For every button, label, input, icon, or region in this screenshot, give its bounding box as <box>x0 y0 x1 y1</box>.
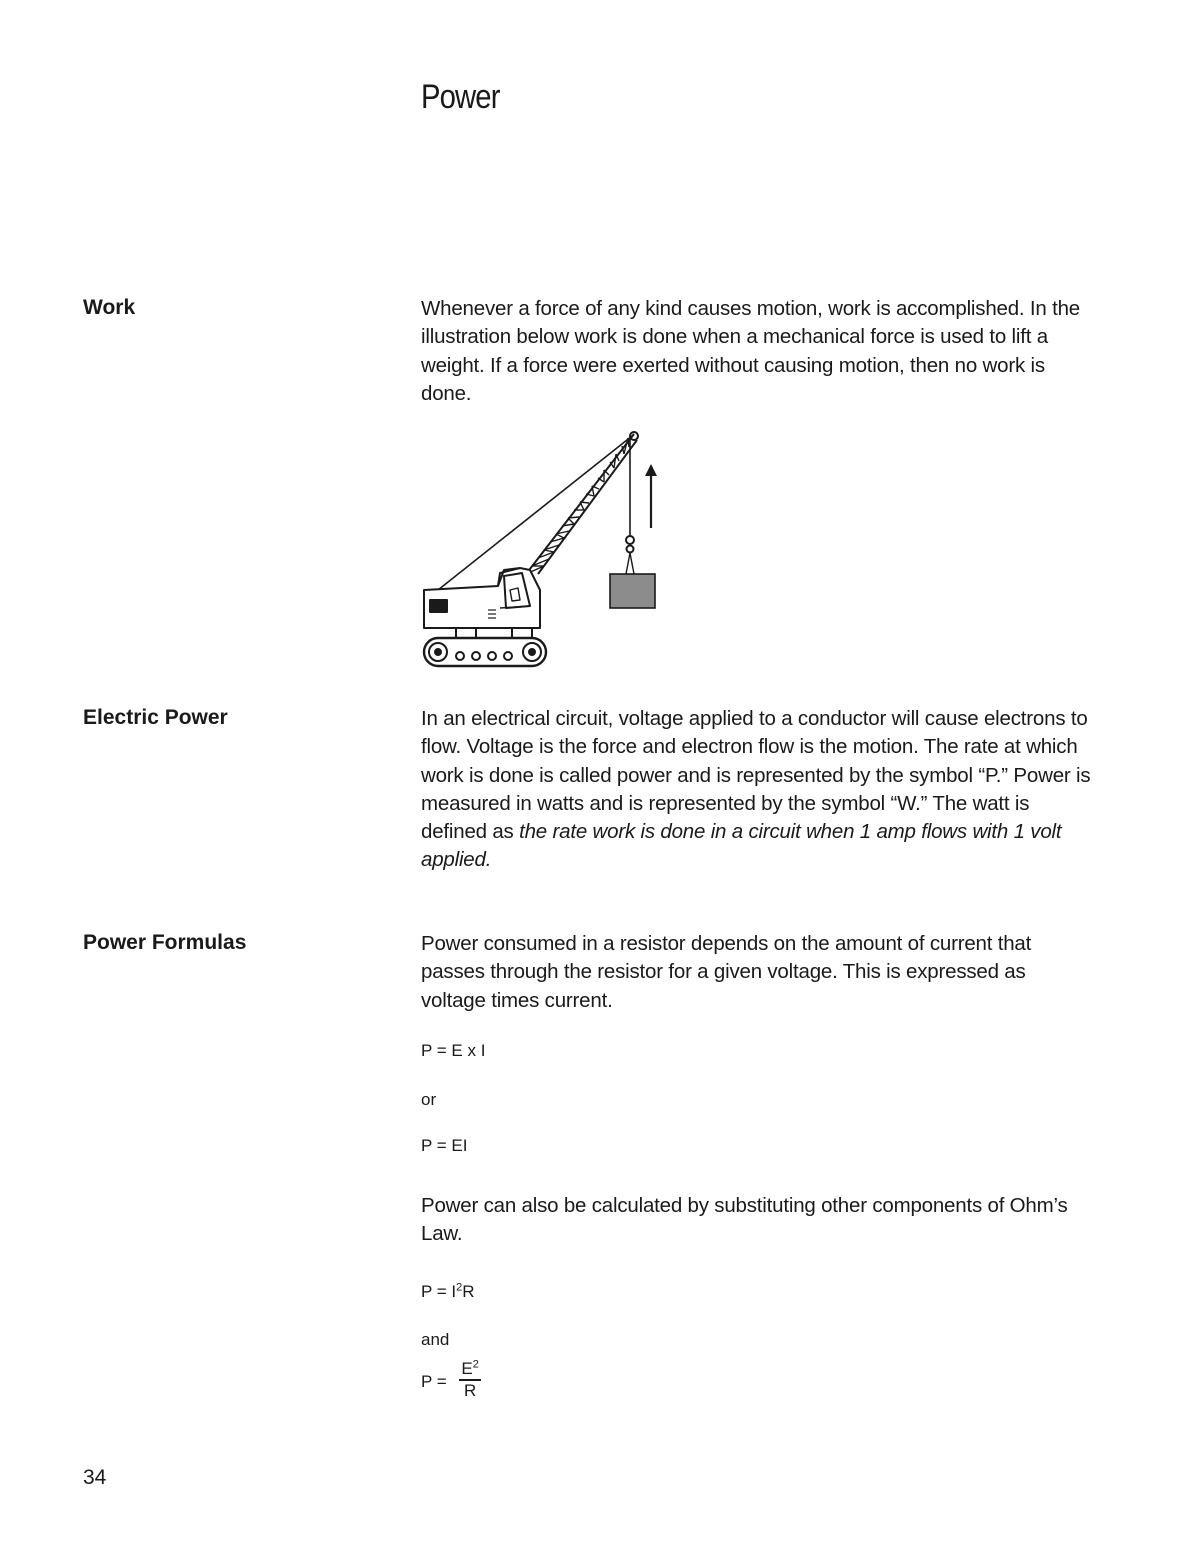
formula-or: or <box>421 1090 437 1109</box>
formula-p-equals-e-squared-over-r: P = $\frac{E^2}{R}$ <box>421 1358 479 1400</box>
fraction: $\frac{E^2}{R}$ <box>461 1358 479 1400</box>
electric-power-paragraph <box>421 705 1091 875</box>
undercarriage <box>456 628 532 638</box>
power-formulas-paragraph: Power consumed in a resistor depends on the amount of current that passes through the resistor for a given voltage. This is expressed as voltage times current. <box>421 932 1032 1012</box>
arrow-up-icon <box>645 464 657 528</box>
crane-boom-upper <box>538 440 637 574</box>
formula-p-equals-ei: P = EI <box>421 1136 468 1155</box>
page-number: 34 <box>83 1466 107 1489</box>
formula-p-equals-e-times-i: P = E x I <box>421 1041 486 1060</box>
crane-illustration <box>418 428 668 673</box>
watt-definition: the rate work is done in a circuit when 1 amp flows with 1 volt applied. <box>421 820 1062 872</box>
hook-block <box>626 536 634 544</box>
ohms-law-paragraph: Power can also be calculated by substituting other components of Ohm’s Law. <box>421 1194 1068 1246</box>
formula-and: and <box>421 1330 450 1349</box>
electric-power-heading: Electric Power <box>83 706 228 729</box>
hook <box>627 546 634 553</box>
electric-power-text: In an electrical circuit, voltage applied to a conductor will cause electrons to flow. Voltage is the force and electron flow is the motion. The rate at which work is done is called power and is represented by the symbol “P.” Power is measured in watts and is represented by the symbol “W.” The watt is defined as <box>421 707 1091 844</box>
work-heading: Work <box>83 296 136 319</box>
engine-panel <box>430 600 447 612</box>
page-title: Power <box>421 78 500 116</box>
formula-p-equals-i-squared-r: $P = I^2R$ <box>421 1281 475 1301</box>
crawler-track <box>424 638 546 666</box>
stay-cable <box>438 436 632 590</box>
lifted-weight <box>610 574 655 608</box>
power-formulas-heading: Power Formulas <box>83 931 247 954</box>
work-paragraph: Whenever a force of any kind causes motion, work is accomplished. In the illustration below work is done when a mechanical force is used to lift a weight. If a force were exerted without causing motion, then no work is done. <box>421 297 1081 405</box>
